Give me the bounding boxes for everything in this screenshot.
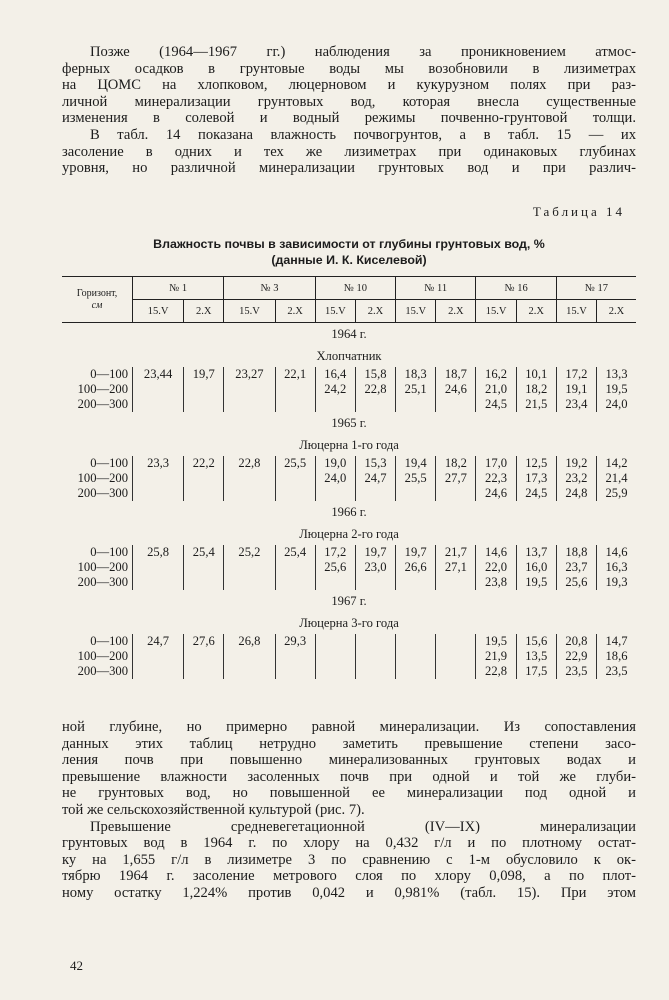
horizon-header	[62, 277, 133, 323]
value-cell	[315, 634, 355, 649]
horizon-cell: 0—100	[90, 367, 128, 381]
value-cell: 19,5	[597, 382, 636, 397]
value-cell	[184, 575, 224, 590]
value-cell	[436, 397, 476, 412]
value-cell: 18,3	[396, 367, 436, 382]
value-cell: 25,6	[315, 560, 355, 575]
value-cell	[184, 664, 224, 679]
value-cell: 23,27	[224, 367, 275, 382]
data-row	[62, 397, 636, 412]
table-title	[62, 236, 636, 268]
value-cell: 22,8	[355, 382, 395, 397]
value-cell: 24,2	[315, 382, 355, 397]
value-cell	[224, 649, 275, 664]
year-label: 1965 г.	[331, 416, 367, 430]
date-header: 15.V	[315, 300, 355, 323]
value-cell: 15,8	[355, 367, 395, 382]
value-cell	[355, 486, 395, 501]
value-cell	[184, 397, 224, 412]
text-line: ферных осадков в грунтовые воды мы возобновили в лизиметрах	[62, 60, 636, 77]
crop-label: Люцерна 1-го года	[299, 438, 399, 452]
value-cell	[275, 382, 315, 397]
value-cell: 17,2	[315, 545, 355, 560]
value-cell: 24,6	[436, 382, 476, 397]
value-cell	[133, 397, 184, 412]
text-line: ку на 1,655 г/л в лизиметре 3 по сравнению с 1-м обусловило к ок-	[62, 851, 636, 868]
crop-label: Хлопчатник	[316, 349, 382, 363]
horizon-cell: 200—300	[77, 486, 128, 500]
value-cell: 23,8	[476, 575, 516, 590]
value-cell: 24,5	[476, 397, 516, 412]
value-cell: 25,4	[275, 545, 315, 560]
lysimeter-header: № 11	[396, 277, 476, 300]
value-cell	[436, 486, 476, 501]
value-cell	[224, 486, 275, 501]
value-cell	[436, 664, 476, 679]
data-row	[62, 471, 636, 486]
value-cell: 18,2	[516, 382, 556, 397]
intro-paragraph	[62, 44, 636, 177]
date-header-row	[62, 300, 636, 323]
value-cell: 19,7	[396, 545, 436, 560]
value-cell: 29,3	[275, 634, 315, 649]
text-line: ления почв при повышенно минерализованных грунтовых водах и	[62, 752, 636, 769]
horizon-cell: 0—100	[90, 545, 128, 559]
value-cell: 19,5	[476, 634, 516, 649]
value-cell: 22,9	[556, 649, 596, 664]
text-line: грунтовых вод в 1964 г. по хлору на 0,432 г/л и по плотному остат-	[62, 835, 636, 852]
value-cell: 21,9	[476, 649, 516, 664]
value-cell	[315, 486, 355, 501]
value-cell	[275, 486, 315, 501]
data-row	[62, 456, 636, 471]
horizon-cell: 100—200	[77, 649, 128, 663]
value-cell: 18,6	[597, 649, 636, 664]
value-cell: 23,5	[597, 664, 636, 679]
horizon-cell: 100—200	[77, 471, 128, 485]
value-cell: 26,6	[396, 560, 436, 575]
value-cell: 24,0	[315, 471, 355, 486]
value-cell: 16,2	[476, 367, 516, 382]
value-cell	[275, 649, 315, 664]
value-cell: 19,1	[556, 382, 596, 397]
value-cell	[224, 575, 275, 590]
value-cell	[355, 649, 395, 664]
lysimeter-header: № 10	[315, 277, 395, 300]
value-cell: 13,3	[597, 367, 636, 382]
value-cell: 18,7	[436, 367, 476, 382]
lysimeter-header: № 16	[476, 277, 556, 300]
value-cell: 25,9	[597, 486, 636, 501]
data-row	[62, 634, 636, 649]
value-cell	[275, 575, 315, 590]
text-line: на ЦОМС на хлопковом, люцерновом и кукурузном полях при раз-	[62, 77, 636, 94]
value-cell	[224, 664, 275, 679]
value-cell: 17,0	[476, 456, 516, 471]
date-header: 15.V	[133, 300, 184, 323]
value-cell: 17,2	[556, 367, 596, 382]
crop-row	[62, 523, 636, 545]
text-line: ной глубине, но примерно равной минерализации. Из сопоставления	[62, 719, 636, 735]
value-cell: 24,7	[355, 471, 395, 486]
value-cell	[396, 664, 436, 679]
value-cell: 18,2	[436, 456, 476, 471]
date-header: 15.V	[224, 300, 275, 323]
table-title-line-1: Влажность почвы в зависимости от глубины грунтовых вод, %	[153, 237, 545, 251]
value-cell: 21,4	[597, 471, 636, 486]
text-line: не грунтовых вод, но повышенной ее минерализации под одной и	[62, 785, 636, 802]
value-cell: 14,7	[597, 634, 636, 649]
data-row	[62, 560, 636, 575]
value-cell	[224, 471, 275, 486]
value-cell: 22,0	[476, 560, 516, 575]
year-label: 1966 г.	[331, 505, 367, 519]
value-cell: 14,6	[597, 545, 636, 560]
value-cell: 23,3	[133, 456, 184, 471]
data-row	[62, 367, 636, 382]
horizon-cell: 100—200	[77, 382, 128, 396]
value-cell	[275, 397, 315, 412]
value-cell: 16,3	[597, 560, 636, 575]
value-cell	[275, 560, 315, 575]
value-cell: 19,4	[396, 456, 436, 471]
table-title-line-2: (данные И. К. Киселевой)	[271, 253, 427, 267]
value-cell: 24,0	[597, 397, 636, 412]
horizon-cell: 200—300	[77, 575, 128, 589]
value-cell	[133, 471, 184, 486]
table-label: Таблица 14	[532, 204, 625, 219]
year-row	[62, 323, 636, 346]
year-label: 1964 г.	[331, 327, 367, 341]
value-cell: 22,8	[224, 456, 275, 471]
crop-row	[62, 434, 636, 456]
crop-label: Люцерна 3-го года	[299, 616, 399, 630]
value-cell: 22,2	[184, 456, 224, 471]
value-cell: 16,4	[315, 367, 355, 382]
year-row	[62, 412, 636, 434]
value-cell: 23,44	[133, 367, 184, 382]
lysimeter-header: № 1	[133, 277, 224, 300]
table-body	[62, 323, 636, 680]
page-number: 42	[70, 958, 83, 973]
date-header: 2.X	[597, 300, 636, 323]
lysimeter-header-row	[62, 277, 636, 300]
value-cell: 24,5	[516, 486, 556, 501]
value-cell	[436, 575, 476, 590]
value-cell: 18,8	[556, 545, 596, 560]
value-cell	[133, 649, 184, 664]
value-cell	[396, 575, 436, 590]
horizon-cell: 200—300	[77, 397, 128, 411]
value-cell: 13,7	[516, 545, 556, 560]
value-cell	[436, 634, 476, 649]
text-line: уровня, но различной минерализации грунтовых вод и при различ-	[62, 160, 636, 177]
text-line: Превышение средневегетационной (IV—IX) минерализации	[90, 818, 636, 835]
value-cell: 15,3	[355, 456, 395, 471]
data-row	[62, 664, 636, 679]
value-cell: 23,5	[556, 664, 596, 679]
value-cell: 19,7	[355, 545, 395, 560]
value-cell	[133, 486, 184, 501]
date-header: 2.X	[355, 300, 395, 323]
continuation-paragraph	[62, 719, 636, 902]
horizon-cell: 200—300	[77, 664, 128, 678]
value-cell	[275, 471, 315, 486]
value-cell	[355, 397, 395, 412]
value-cell: 19,0	[315, 456, 355, 471]
value-cell: 13,5	[516, 649, 556, 664]
value-cell: 17,3	[516, 471, 556, 486]
value-cell: 19,5	[516, 575, 556, 590]
data-row	[62, 382, 636, 397]
date-header: 15.V	[476, 300, 516, 323]
value-cell: 25,4	[184, 545, 224, 560]
value-cell: 22,8	[476, 664, 516, 679]
data-row	[62, 486, 636, 501]
value-cell	[133, 382, 184, 397]
value-cell: 19,2	[556, 456, 596, 471]
value-cell	[355, 575, 395, 590]
value-cell: 19,7	[184, 367, 224, 382]
value-cell: 15,6	[516, 634, 556, 649]
value-cell	[315, 649, 355, 664]
value-cell: 10,1	[516, 367, 556, 382]
value-cell	[133, 560, 184, 575]
text-line: Позже (1964—1967 гг.) наблюдения за проникновением атмос-	[90, 44, 636, 60]
value-cell	[224, 382, 275, 397]
value-cell: 16,0	[516, 560, 556, 575]
data-row	[62, 545, 636, 560]
value-cell: 25,8	[133, 545, 184, 560]
value-cell	[184, 560, 224, 575]
value-cell: 19,3	[597, 575, 636, 590]
value-cell: 23,4	[556, 397, 596, 412]
value-cell: 21,5	[516, 397, 556, 412]
value-cell	[224, 397, 275, 412]
value-cell: 12,5	[516, 456, 556, 471]
value-cell	[133, 664, 184, 679]
value-cell: 25,5	[396, 471, 436, 486]
value-cell: 23,2	[556, 471, 596, 486]
text-line: той же сельскохозяйственной культурой (рис. 7).	[62, 801, 365, 818]
value-cell: 23,0	[355, 560, 395, 575]
value-cell	[275, 664, 315, 679]
date-header: 2.X	[516, 300, 556, 323]
value-cell: 24,8	[556, 486, 596, 501]
value-cell	[315, 575, 355, 590]
value-cell	[396, 397, 436, 412]
value-cell: 27,7	[436, 471, 476, 486]
date-header: 2.X	[436, 300, 476, 323]
year-row	[62, 501, 636, 523]
horizon-cell: 100—200	[77, 560, 128, 574]
text-line: изменения в солевой и водный режимы почвенно-грунтовой толщи.	[62, 110, 636, 127]
value-cell: 21,0	[476, 382, 516, 397]
horizon-unit: см	[91, 299, 103, 311]
value-cell	[315, 397, 355, 412]
value-cell: 24,6	[476, 486, 516, 501]
value-cell: 25,2	[224, 545, 275, 560]
value-cell	[184, 486, 224, 501]
value-cell: 26,8	[224, 634, 275, 649]
value-cell: 22,1	[275, 367, 315, 382]
date-header: 15.V	[556, 300, 596, 323]
lysimeter-header: № 3	[224, 277, 315, 300]
date-header: 15.V	[396, 300, 436, 323]
crop-row	[62, 612, 636, 634]
value-cell: 21,7	[436, 545, 476, 560]
text-line: засоление в одних и тех же лизиметрах при одинаковых глубинах	[62, 143, 636, 160]
date-header: 2.X	[184, 300, 224, 323]
crop-label: Люцерна 2-го года	[299, 527, 399, 541]
value-cell	[184, 471, 224, 486]
value-cell	[396, 486, 436, 501]
crop-row	[62, 345, 636, 367]
value-cell: 20,8	[556, 634, 596, 649]
value-cell	[355, 634, 395, 649]
data-row	[62, 649, 636, 664]
text-line: В табл. 14 показана влажность почвогрунтов, а в табл. 15 — их	[90, 126, 636, 143]
value-cell	[355, 664, 395, 679]
value-cell: 24,7	[133, 634, 184, 649]
horizon-label: Горизонт,	[76, 287, 118, 299]
value-cell	[224, 560, 275, 575]
value-cell	[396, 634, 436, 649]
value-cell: 25,1	[396, 382, 436, 397]
data-row	[62, 575, 636, 590]
value-cell	[133, 575, 184, 590]
text-line: данных этих таблиц нетрудно заметить превышение степени засо-	[62, 735, 636, 752]
value-cell	[436, 649, 476, 664]
value-cell	[396, 649, 436, 664]
year-row	[62, 590, 636, 612]
value-cell: 17,5	[516, 664, 556, 679]
text-line: тябрю 1964 г. засоление метрового слоя по хлору 0,098, а по плот-	[62, 868, 636, 885]
value-cell: 14,2	[597, 456, 636, 471]
text-line: превышение влажности засоленных почв при одной и той же глуби-	[62, 768, 636, 785]
horizon-cell: 0—100	[90, 634, 128, 648]
value-cell: 27,1	[436, 560, 476, 575]
value-cell	[184, 649, 224, 664]
value-cell: 25,5	[275, 456, 315, 471]
horizon-cell: 0—100	[90, 456, 128, 470]
value-cell: 25,6	[556, 575, 596, 590]
value-cell: 14,6	[476, 545, 516, 560]
moisture-table	[62, 276, 636, 679]
value-cell: 27,6	[184, 634, 224, 649]
value-cell: 22,3	[476, 471, 516, 486]
value-cell	[315, 664, 355, 679]
year-label: 1967 г.	[331, 594, 367, 608]
text-line: личной минерализации грунтовых вод, которая внесла существенные	[62, 93, 636, 110]
text-line: ному остатку 1,224% против 0,042 и 0,981% (табл. 15). При этом	[62, 884, 636, 901]
value-cell: 23,7	[556, 560, 596, 575]
lysimeter-header: № 17	[556, 277, 636, 300]
value-cell	[184, 382, 224, 397]
date-header: 2.X	[275, 300, 315, 323]
